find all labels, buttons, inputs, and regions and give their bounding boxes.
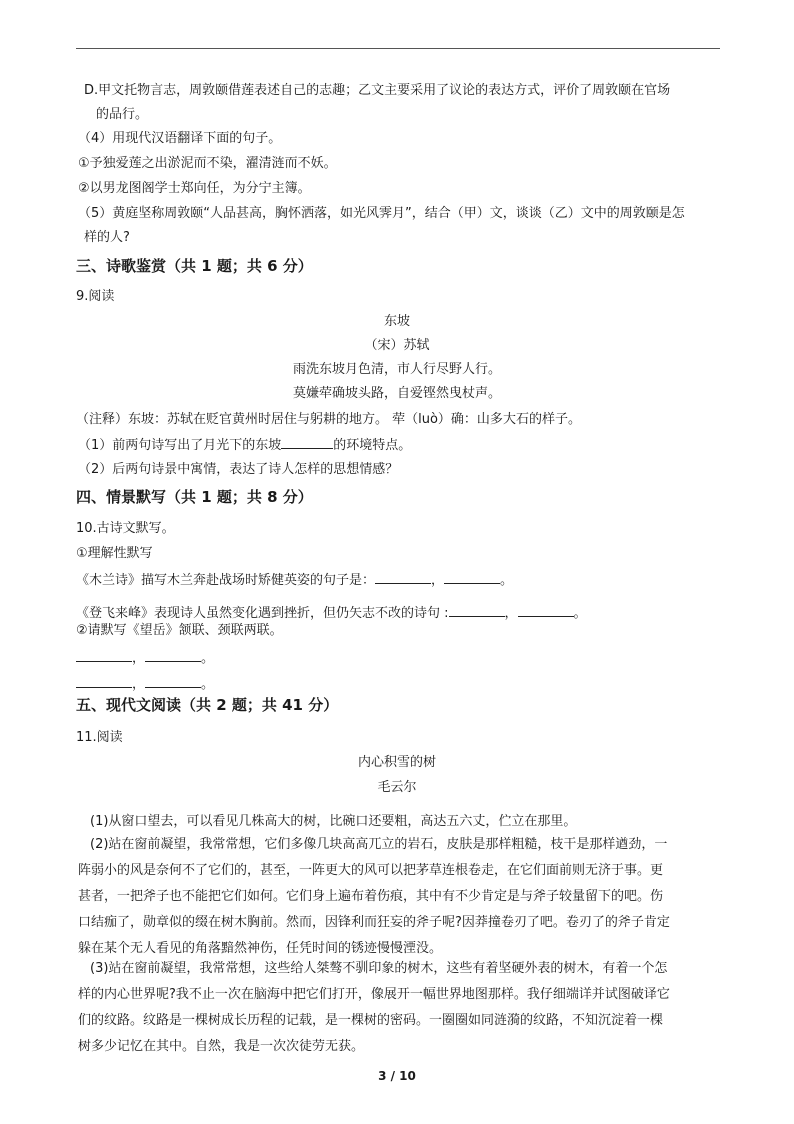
section-heading-modern-reading: 五、现代文阅读（共 2 题；共 41 分） [76, 696, 339, 714]
q9-label: 9.阅读 [76, 289, 115, 304]
q10-blank-row-1 [76, 649, 214, 668]
article-paragraph-2 [78, 832, 670, 962]
section-heading-poetry: 三、诗歌鉴赏（共 1 题；共 6 分） [76, 257, 313, 275]
paragraph-line: 阵弱小的风是奈何不了它们的，甚至，一阵更大的风可以把茅草连根卷走，在它们面前则无济于事。更 [78, 863, 664, 878]
paragraph-line: (2)站在窗前凝望，我常常想，它们多像几块高高兀立的岩石，皮肤是那样粗糙，枝干是那样遒劲，一 [90, 837, 668, 852]
paragraph-line: 样的内心世界呢?我不止一次在脑海中把它们打开，像展开一幅世界地图那样。我仔细端详并试图破译它 [78, 987, 670, 1002]
q11-label: 11.阅读 [76, 730, 123, 745]
q10-part2-label: ②请默写《望岳》颔联、颈联两联。 [76, 623, 283, 638]
poem-line-1: 雨洗东坡月色清，市人行尽野人行。 [292, 362, 501, 377]
comma: ， [431, 573, 445, 588]
article-author: 毛云尔 [377, 780, 417, 795]
comma: ， [132, 651, 146, 666]
paragraph-line: (3)站在窗前凝望，我常常想，这些给人桀骜不驯印象的树木，这些有着坚硬外表的树木，有着一个怎 [90, 961, 668, 976]
answer-blank[interactable] [281, 436, 333, 449]
q10-label: 10.古诗文默写。 [76, 521, 175, 536]
answer-blank[interactable] [375, 571, 431, 584]
answer-blank[interactable] [145, 649, 201, 662]
period: 。 [201, 651, 215, 666]
answer-blank[interactable] [76, 675, 132, 688]
q8-sub4-prompt: （4）用现代汉语翻译下面的句子。 [78, 131, 282, 146]
period: 。 [573, 606, 587, 621]
comma: ， [132, 677, 146, 692]
answer-blank[interactable] [449, 604, 505, 617]
article-paragraph-3 [78, 956, 670, 1060]
comma: ， [504, 606, 518, 621]
poem-title: 东坡 [383, 314, 410, 329]
paragraph-line: 口结痂了，勋章似的缀在树木胸前。然而，因锋利而狂妄的斧子呢?因莽撞卷刃了吧。卷刃了的斧子肯定 [78, 915, 670, 930]
section-heading-dictation: 四、情景默写（共 1 题；共 8 分） [76, 488, 313, 506]
paragraph-line: 树多少记忆在其中。自然，我是一次次徒劳无获。 [78, 1039, 365, 1054]
q10-feilai-line [76, 604, 587, 623]
q8-sub4-sentence1: ①予独爱莲之出淤泥而不染，濯清涟而不妖。 [78, 156, 337, 171]
q8-sub5-line1: （5）黄庭坚称周敦颐“人品甚高，胸怀洒落，如光风霁月”，结合（甲）文，谈谈（乙）文中的周敦颐是怎 [78, 206, 685, 221]
q10-blank-row-2 [76, 675, 214, 694]
q8-sub5-line2: 样的人? [84, 230, 130, 245]
header-rule [76, 48, 720, 49]
q9-sub1-text-a: （1）前两句诗写出了月光下的东坡 [78, 438, 282, 453]
answer-blank[interactable] [518, 604, 574, 617]
answer-blank[interactable] [444, 571, 500, 584]
q8-option-d-line1: D.甲文托物言志，周敦颐借莲表述自己的志趣；乙文主要采用了议论的表达方式，评价了周敦颐在官场 [84, 83, 671, 98]
q9-sub2: （2）后两句诗景中寓情，表达了诗人怎样的思想情感？ [78, 462, 399, 477]
poem-note: （注释）东坡：苏轼在贬官黄州时居住与躬耕的地方。 荦（luò）确：山多大石的样子。 [76, 412, 581, 427]
article-title: 内心积雪的树 [357, 755, 436, 770]
period: 。 [500, 573, 514, 588]
q8-option-d-line2: 的品行。 [96, 107, 149, 122]
period: 。 [201, 677, 215, 692]
q10-part1-label: ①理解性默写 [76, 546, 153, 561]
q9-sub1 [78, 436, 411, 455]
page-number: 3 / 10 [378, 1069, 416, 1083]
paragraph-line: 躲在某个无人看见的角落黯然神伤，任凭时间的锈迹慢慢湮没。 [78, 941, 443, 956]
paragraph-line: 们的纹路。纹路是一棵树成长历程的记载，是一棵树的密码。一圈圈如同涟漪的纹路，不知沉淀着一棵 [78, 1013, 664, 1028]
article-paragraph-1: (1)从窗口望去，可以看见几株高大的树，比碗口还要粗，高达五六丈，伫立在那里。 [90, 814, 577, 829]
feilai-prompt: 《登飞来峰》表现诗人虽然变化遇到挫折，但仍矢志不改的诗句 : [76, 606, 449, 621]
answer-blank[interactable] [145, 675, 201, 688]
answer-blank[interactable] [76, 649, 132, 662]
q9-sub1-text-b: 的环境特点。 [333, 438, 412, 453]
paragraph-line: 甚者，一把斧子也不能把它们如何。它们身上遍布着伤痕，其中有不少肯定是与斧子较量留下的吧。伤 [78, 889, 664, 904]
poem-author: （宋）苏轼 [364, 338, 430, 353]
poem-line-2: 莫嫌荦确坡头路，自爱铿然曳杖声。 [292, 386, 501, 401]
q8-sub4-sentence2: ②以男龙图阁学士郑向任，为分宁主簿。 [78, 181, 311, 196]
q10-mulan-line [76, 571, 513, 590]
mulan-prompt: 《木兰诗》描写木兰奔赴战场时矫健英姿的句子是： [76, 573, 376, 588]
